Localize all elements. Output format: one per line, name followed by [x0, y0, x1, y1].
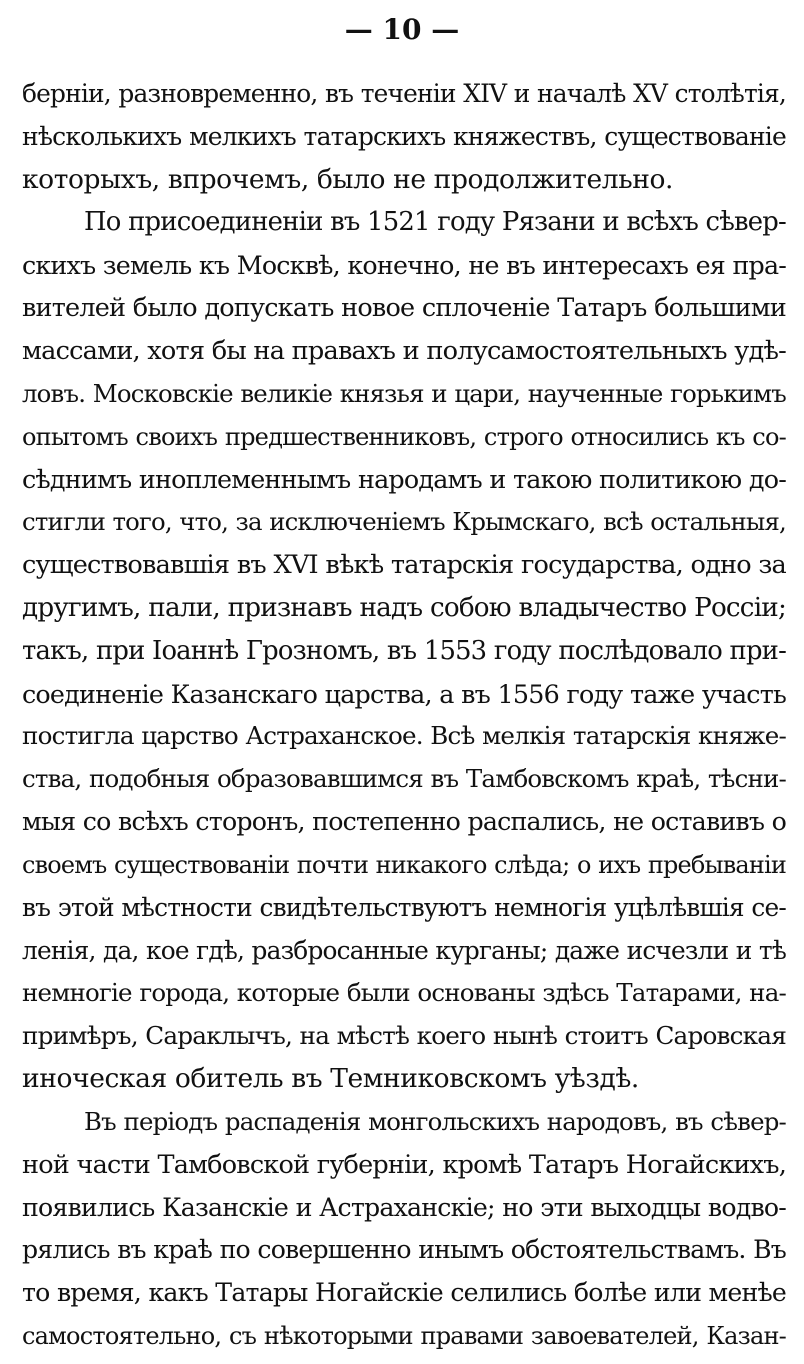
text-line: стигли того, что, за исключеніемъ Крымскаго, всѣ остальныя, [22, 507, 786, 536]
text-line: ной части Тамбовской губерніи, кромѣ Татаръ Ногайскихъ, [22, 1150, 786, 1180]
text-line: мыя со всѣхъ сторонъ, постепенно распались, не оставивъ о [22, 807, 786, 836]
text-line: ства, подобныя образовавшимся въ Тамбовскомъ краѣ, тѣсни- [22, 764, 786, 793]
text-line: ловъ. Московскіе великіе князья и цари, наученные горькимъ [22, 379, 786, 408]
text-line: самостоятельно, съ нѣкоторыми правами завоевателей, Казан- [22, 1322, 786, 1350]
text-line: постигла царство Астраханское. Всѣ мелкія татарскія княже- [22, 721, 786, 750]
text-line: такъ, при Іоаннѣ Грозномъ, въ 1553 году послѣдовало при- [22, 636, 786, 666]
text-line: Въ періодъ распаденія монгольскихъ народовъ, въ сѣвер- [84, 1107, 786, 1136]
text-line: опытомъ своихъ предшественниковъ, строго относились къ со- [22, 423, 786, 451]
text-line: существовавшія въ XVI вѣкѣ татарскія государства, одно за [22, 550, 786, 580]
text-line: ленія, да, кое гдѣ, разбросанные курганы; даже исчезли и тѣ [22, 936, 786, 965]
text-line: рялись въ краѣ по совершенно инымъ обстоятельствамъ. Въ [22, 1235, 786, 1264]
text-line: соединеніе Казанскаго царства, а въ 1556 году таже участь [22, 679, 786, 709]
page-number: — 10 — [344, 13, 460, 46]
text-line: своемъ существованіи почти никакого слѣда; о ихъ пребываніи [22, 851, 786, 879]
text-line: появились Казанскіе и Астраханскіе; но эти выходцы водво- [22, 1193, 786, 1222]
text-line: берніи, разновременно, въ теченіи XIV и началѣ XV столѣтія, [22, 79, 786, 108]
text-line: которыхъ, впрочемъ, было не продолжительно. [22, 164, 674, 195]
text-line: то время, какъ Татары Ногайскіе селились болѣе или менѣе [22, 1278, 786, 1307]
text-line: По присоединеніи въ 1521 году Рязани и всѣхъ сѣвер- [84, 207, 786, 237]
text-line: нѣсколькихъ мелкихъ татарскихъ княжествъ, существованіе [22, 122, 786, 151]
text-line: скихъ земель къ Москвѣ, конечно, не въ интересахъ ея пра- [22, 250, 786, 280]
text-line: въ этой мѣстности свидѣтельствуютъ немногія уцѣлѣвшія се- [22, 893, 786, 922]
text-line: примѣръ, Сараклычъ, на мѣстѣ коего нынѣ стоитъ Саровская [22, 1021, 786, 1050]
text-line: другимъ, пали, признавъ надъ собою владычество Россіи; [22, 593, 786, 623]
text-line: сѣднимъ иноплеменнымъ народамъ и такою политикою до- [22, 464, 786, 494]
text-line: немногіе города, которые были основаны здѣсь Татарами, на- [22, 978, 786, 1007]
text-line: вителей было допускать новое сплоченіе Татаръ большими [22, 293, 786, 323]
text-line: массами, хотя бы на правахъ и полусамостоятельныхъ удѣ- [22, 336, 786, 366]
text-line: иноческая обитель въ Темниковскомъ уѣздѣ. [22, 1063, 639, 1094]
